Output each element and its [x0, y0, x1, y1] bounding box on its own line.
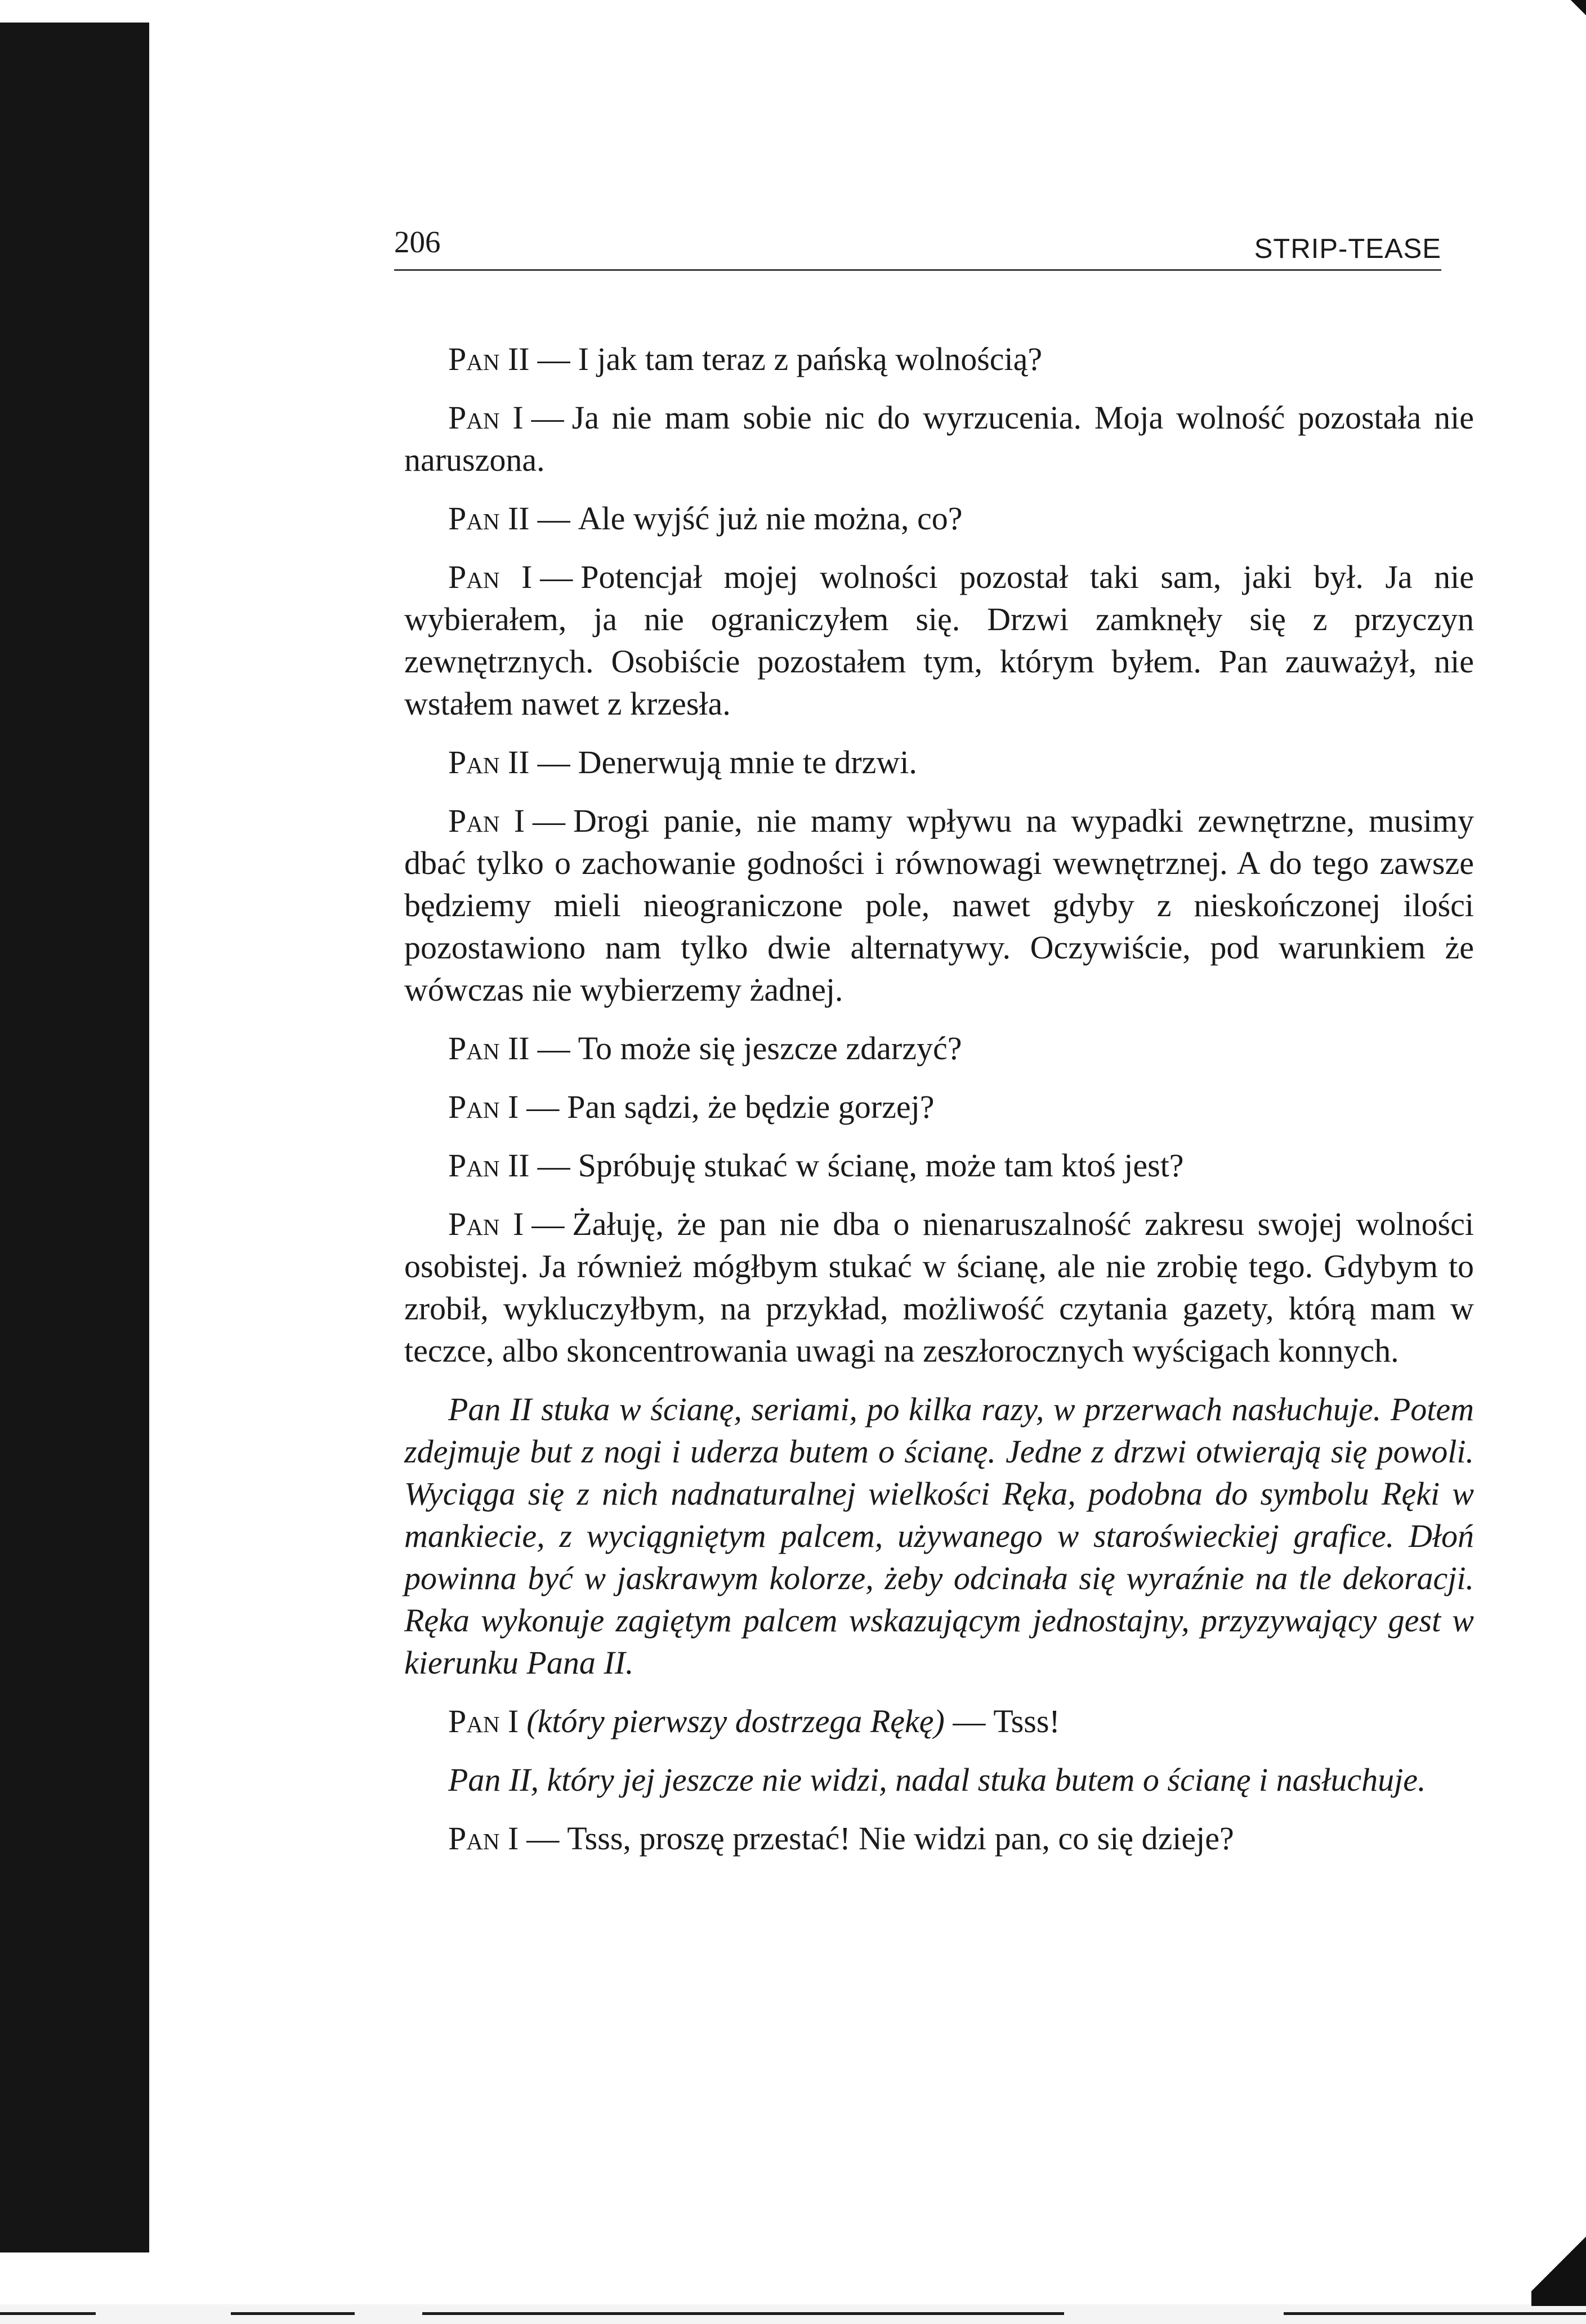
scan-bottom-line — [1284, 2312, 1586, 2315]
dialogue-line — [404, 741, 1474, 783]
scan-bottom-line — [0, 2312, 96, 2315]
speaker-name: Pan I — [448, 399, 524, 436]
running-title: STRIP-TEASE — [1254, 234, 1441, 264]
scan-corner-top-right — [1571, 0, 1586, 15]
dialogue-line — [404, 800, 1474, 1011]
dialogue-text: Potencjał mojej wolności pozostał taki sam, jaki był. Ja nie wybierałem, ja nie ograniczyłem się. Drzwi zamknęły się z przyczyn zewnętrznych. Osobiście pozostałem tym, którym byłem. Pan zauważył, nie wstałem nawet z krzesła. — [404, 559, 1474, 722]
speaker-name: Pan II — [448, 341, 530, 377]
dialogue-line — [404, 1027, 1474, 1069]
dialogue-line — [404, 1086, 1474, 1128]
speaker-name: Pan I — [448, 802, 525, 839]
speaker-name: Pan I — [448, 559, 533, 595]
dialogue-dash: — — [526, 1820, 560, 1857]
dialogue-text: Ja nie mam sobie nic do wyrzucenia. Moja wolność pozostała nie naruszona. — [404, 399, 1474, 478]
dialogue-text: Drogi panie, nie mamy wpływu na wypadki zewnętrzne, musimy dbać tylko o zachowanie godności i równowagi wewnętrznej. A do tego zawsze będziemy mieli nieograniczone pole, nawet gdyby z nieskończonej ilości pozostawiono nam tylko dwie alternatywy. Oczywiście, pod warunkiem że wówczas nie wybierzemy żadnej. — [404, 802, 1474, 1008]
dialogue-dash: — — [531, 399, 564, 436]
speaker-name: Pan I — [448, 1820, 519, 1857]
dialogue-text: Denerwują mnie te drzwi. — [578, 744, 917, 780]
dialogue-text: Pan sądzi, że będzie gorzej? — [567, 1089, 935, 1125]
dialogue-dash: — — [533, 802, 566, 839]
page-number: 206 — [394, 225, 441, 259]
dialogue-dash: — — [537, 744, 570, 780]
dialogue-dash: — — [537, 341, 570, 377]
dialogue-dash: — — [540, 559, 573, 595]
scan-bottom-line — [231, 2312, 355, 2315]
speaker-name: Pan II — [448, 1030, 530, 1067]
header-rule — [394, 269, 1441, 271]
dialogue-text: Ale wyjść już nie można, co? — [578, 500, 963, 537]
dialogue-text: I jak tam teraz z pańską wolnością? — [578, 341, 1043, 377]
dialogue-line — [404, 556, 1474, 725]
page-body — [404, 338, 1474, 1876]
dialogue-text: Spróbuję stukać w ścianę, może tam ktoś jest? — [578, 1147, 1184, 1184]
scan-shadow-left — [0, 23, 149, 2252]
speaker-name: Pan II — [448, 500, 530, 537]
dialogue-line — [404, 396, 1474, 481]
speaker-name: Pan II — [448, 744, 530, 780]
dialogue-dash: — — [537, 1030, 570, 1067]
stage-direction: Pan II stuka w ścianę, seriami, po kilka razy, w przerwach nasłuchuje. Potem zdejmuje but z nogi i uderza butem o ścianę. Jedne z drzwi otwierają się powoli. Wyciąga się z nich nadnaturalnej wielkości Ręka, podobna do symbolu Ręki w mankiecie, z wyciągniętym palcem, używanego w staroświeckiej grafice. Dłoń powinna być w jaskrawym kolorze, żeby odcinała się wyraźnie na tle dekoracji. Ręka wykonuje zagiętym palcem wskazującym jednostajny, przyzywający gest w kierunku Pana II. — [404, 1391, 1474, 1681]
dialogue-dash: — — [537, 500, 570, 537]
dialogue-line — [404, 1144, 1474, 1186]
dialogue-line — [404, 1203, 1474, 1372]
dialogue-dash: — — [537, 1147, 570, 1184]
dialogue-text: Tsss, proszę przestać! Nie widzi pan, co się dzieje? — [567, 1820, 1234, 1857]
speaker-name: Pan I — [448, 1206, 524, 1242]
inline-stage-direction: (który pierwszy dostrzega Rękę) — [526, 1703, 945, 1739]
dialogue-line — [404, 1817, 1474, 1859]
stage-direction: Pan II, który jej jeszcze nie widzi, nadal stuka butem o ścianę i nasłuchuje. — [448, 1761, 1426, 1798]
scan-bottom-line — [422, 2312, 1064, 2315]
dialogue-line — [404, 1700, 1474, 1742]
dialogue-text: Tsss! — [993, 1703, 1060, 1739]
dialogue-dash: — — [531, 1206, 565, 1242]
dialogue-line — [404, 497, 1474, 539]
dialogue-dash: — — [526, 1089, 560, 1125]
speaker-name: Pan I — [448, 1703, 519, 1739]
speaker-name: Pan II — [448, 1147, 530, 1184]
scan-corner-bottom-right — [1531, 2222, 1586, 2306]
dialogue-dash: — — [953, 1703, 986, 1739]
dialogue-text: To może się jeszcze zdarzyć? — [578, 1030, 962, 1067]
speaker-name: Pan I — [448, 1089, 519, 1125]
page-header — [394, 222, 1441, 262]
dialogue-text: Żałuję, że pan nie dba o nienaruszalność zakresu swojej wolności osobistej. Ja również mógłbym stukać w ścianę, ale nie zrobię tego. Gdybym to zrobił, wykluczyłbym, na przykład, możliwość czytania gazety, którą mam w teczce, albo skoncentrowania uwagi na zeszłorocznych wyścigach konnych. — [404, 1206, 1474, 1369]
dialogue-line — [404, 338, 1474, 380]
